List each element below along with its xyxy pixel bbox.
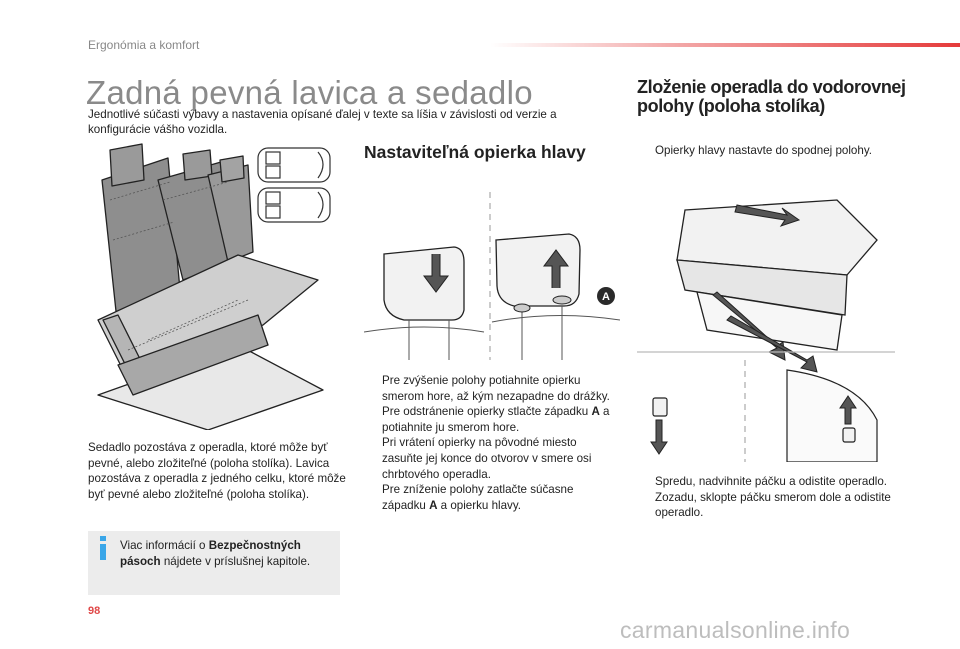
list-item	[364, 373, 620, 404]
seat-description: Sedadlo pozostáva z operadla, ktoré môže byť pevné, alebo zložiteľné (poloha stolíka). Lavica pozostáva z operadla z jedného celku, ktoré môže byť pevné alebo zložiteľné (poloha stolíka).	[88, 441, 346, 501]
table-position-step-1	[637, 143, 927, 159]
list-item-text: Pri vrátení opierky na pôvodné miesto zasuňte jej konce do otvorov v smere osi chrbtového operadla.	[382, 436, 592, 481]
list-item	[637, 143, 927, 159]
bullet-marker	[364, 373, 382, 404]
info-text-post: nájdete v príslušnej kapitole.	[160, 554, 311, 568]
bullet-marker	[364, 482, 382, 513]
info-link-seatbelts: Bezpečnostných pásoch	[120, 539, 301, 568]
page-number: 98	[88, 605, 101, 617]
list-item	[364, 404, 620, 435]
bullet-marker	[637, 490, 655, 521]
headrest-illustration	[364, 192, 620, 360]
page-title: Zadná pevná lavica a sedadlo	[86, 74, 533, 111]
backrest-fold-illustration	[637, 180, 895, 462]
list-item	[637, 474, 897, 490]
list-item-text: Pre zníženie polohy zatlačte súčasne západku	[382, 483, 574, 512]
list-item	[637, 490, 897, 521]
table-position-steps-2	[637, 474, 897, 521]
list-item	[364, 435, 620, 482]
list-item-text: Pre zvýšenie polohy potiahnite opierku smerom hore, až kým nezapadne do drážky.	[382, 374, 610, 403]
callout-label-a: A	[602, 291, 610, 303]
bullet-marker	[637, 474, 655, 490]
list-item	[364, 482, 620, 513]
table-position-heading: Zloženie operadla do vodorovnej polohy (poloha stolíka)	[637, 77, 906, 116]
list-item-bold: A	[591, 405, 600, 419]
intro-text: Jednotlivé súčasti výbavy a nastavenia opísané ďalej v texte sa líšia v závislosti od verzie a konfigurácie vášho vozidla.	[88, 108, 557, 136]
info-text-pre: Viac informácií o	[120, 539, 209, 552]
list-item-text: Pre odstránenie opierky stlačte západku	[382, 405, 592, 419]
rear-bench-illustration	[88, 140, 340, 430]
section-header: Ergonómia a komfort	[88, 38, 200, 52]
list-item-text: Zozadu, sklopte páčku smerom dole a odistite operadlo.	[655, 490, 891, 520]
watermark: carmanualsonline.info	[620, 617, 851, 643]
info-text	[120, 538, 332, 569]
headrest-instructions	[364, 373, 620, 513]
list-item-text-end: a opierku hlavy.	[437, 498, 521, 512]
list-item-text: Spredu, nadvihnite páčku a odistite operadlo.	[655, 475, 888, 488]
list-item-text: Opierky hlavy nastavte do spodnej polohy.	[655, 144, 872, 157]
info-icon	[96, 535, 110, 561]
list-item-bold: A	[429, 498, 438, 512]
header-accent-line	[490, 43, 960, 47]
bullet-marker	[637, 143, 655, 159]
list-item-text-end: a potiahnite ju smerom hore.	[382, 405, 610, 434]
bullet-marker	[364, 435, 382, 482]
headrest-heading: Nastaviteľná opierka hlavy	[364, 142, 586, 162]
bullet-marker	[364, 404, 382, 435]
list-item-body	[382, 482, 620, 513]
list-item-body	[382, 404, 620, 435]
